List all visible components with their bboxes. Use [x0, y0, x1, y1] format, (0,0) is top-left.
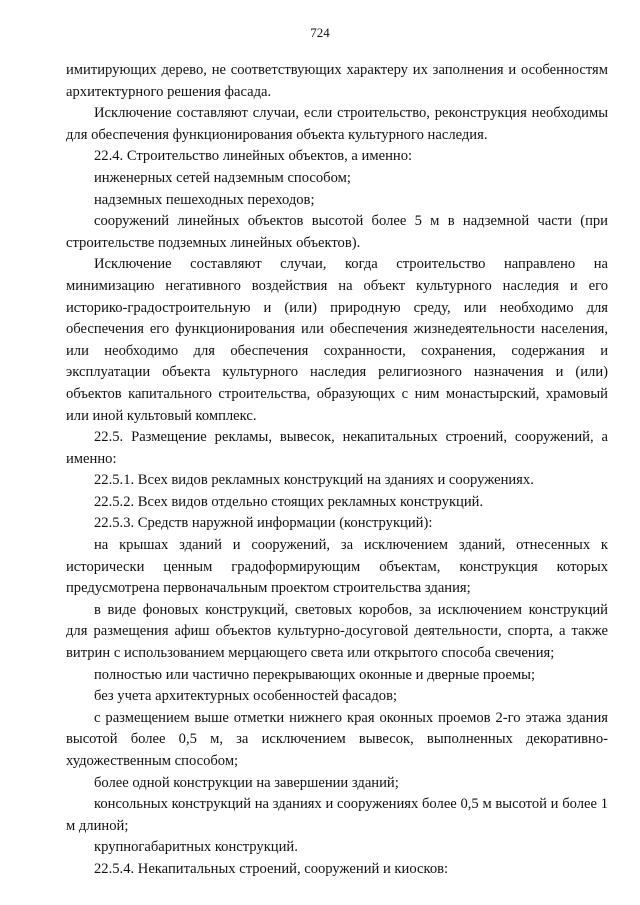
paragraph: 22.4. Строительство линейных объектов, а именно: — [94, 148, 413, 165]
paragraph: без учета архитектурных особенностей фасадов; — [94, 688, 398, 705]
paragraph: консольных конструкций на зданиях и сооружениях более 0,5 м высотой и более 1 м длиной; — [66, 796, 608, 834]
page-number: 724 — [310, 25, 330, 40]
body-text — [66, 60, 608, 881]
paragraph: с размещением выше отметки нижнего края оконных проемов 2-го этажа здания высотой более 0,5 м, за исключением вывесок, выполненных декоративно-художественным способом; — [66, 709, 608, 769]
paragraph: в виде фоновых конструкций, световых коробов, за исключением конструкций для размещения афиш объектов культурно-досуговой деятельности, спорта, а также витрин с использованием мерцающего света или открытого способа свечения; — [66, 601, 608, 662]
paragraph: Исключение составляют случаи, когда строительство направлено на минимизацию негативного воздействия на объект культурного наследия и его историко-градостроительную и (или) природную среду, или необходимо для обеспечения его функционирования или обеспечения жизнедеятельности населения, или необходимо для обеспечения сохранности, сохранения, содержания и эксплуатации объекта культурного наследия религиозного назначения и (или) объектов капитального строительства, образующих с ним монастырский, храмовый или иной культовый комплекс. — [66, 256, 608, 424]
paragraph: 22.5. Размещение рекламы, вывесок, некапитальных строений, сооружений, а именно: — [66, 429, 608, 467]
paragraph: полностью или частично перекрывающих оконные и дверные проемы; — [94, 666, 536, 683]
paragraph: крупногабаритных конструкций. — [94, 839, 298, 856]
paragraph: имитирующих дерево, не соответствующих характеру их заполнения и особенностям архитектурного решения фасада. — [66, 62, 608, 100]
paragraph: инженерных сетей надземным способом; — [94, 169, 351, 186]
paragraph: сооружений линейных объектов высотой более 5 м в надземной части (при строительстве подземных линейных объектов). — [66, 213, 608, 251]
paragraph: надземных пешеходных переходов; — [94, 191, 315, 208]
paragraph: 22.5.1. Всех видов рекламных конструкций на зданиях и сооружениях. — [94, 472, 534, 489]
paragraph: на крышах зданий и сооружений, за исключением зданий, отнесенных к исторически ценным градоформирующим объектам, конструкция которых предусмотрена первоначальным проектом строительства здания; — [66, 537, 608, 597]
paragraph: более одной конструкции на завершении зданий; — [94, 774, 399, 791]
paragraph: 22.5.2. Всех видов отдельно стоящих рекламных конструкций. — [94, 493, 484, 510]
paragraph: 22.5.3. Средств наружной информации (конструкций): — [94, 515, 433, 532]
paragraph: Исключение составляют случаи, если строительство, реконструкция необходимы для обеспечения функционирования объекта культурного наследия. — [66, 105, 608, 143]
paragraph: 22.5.4. Некапитальных строений, сооружений и киосков: — [94, 860, 449, 877]
